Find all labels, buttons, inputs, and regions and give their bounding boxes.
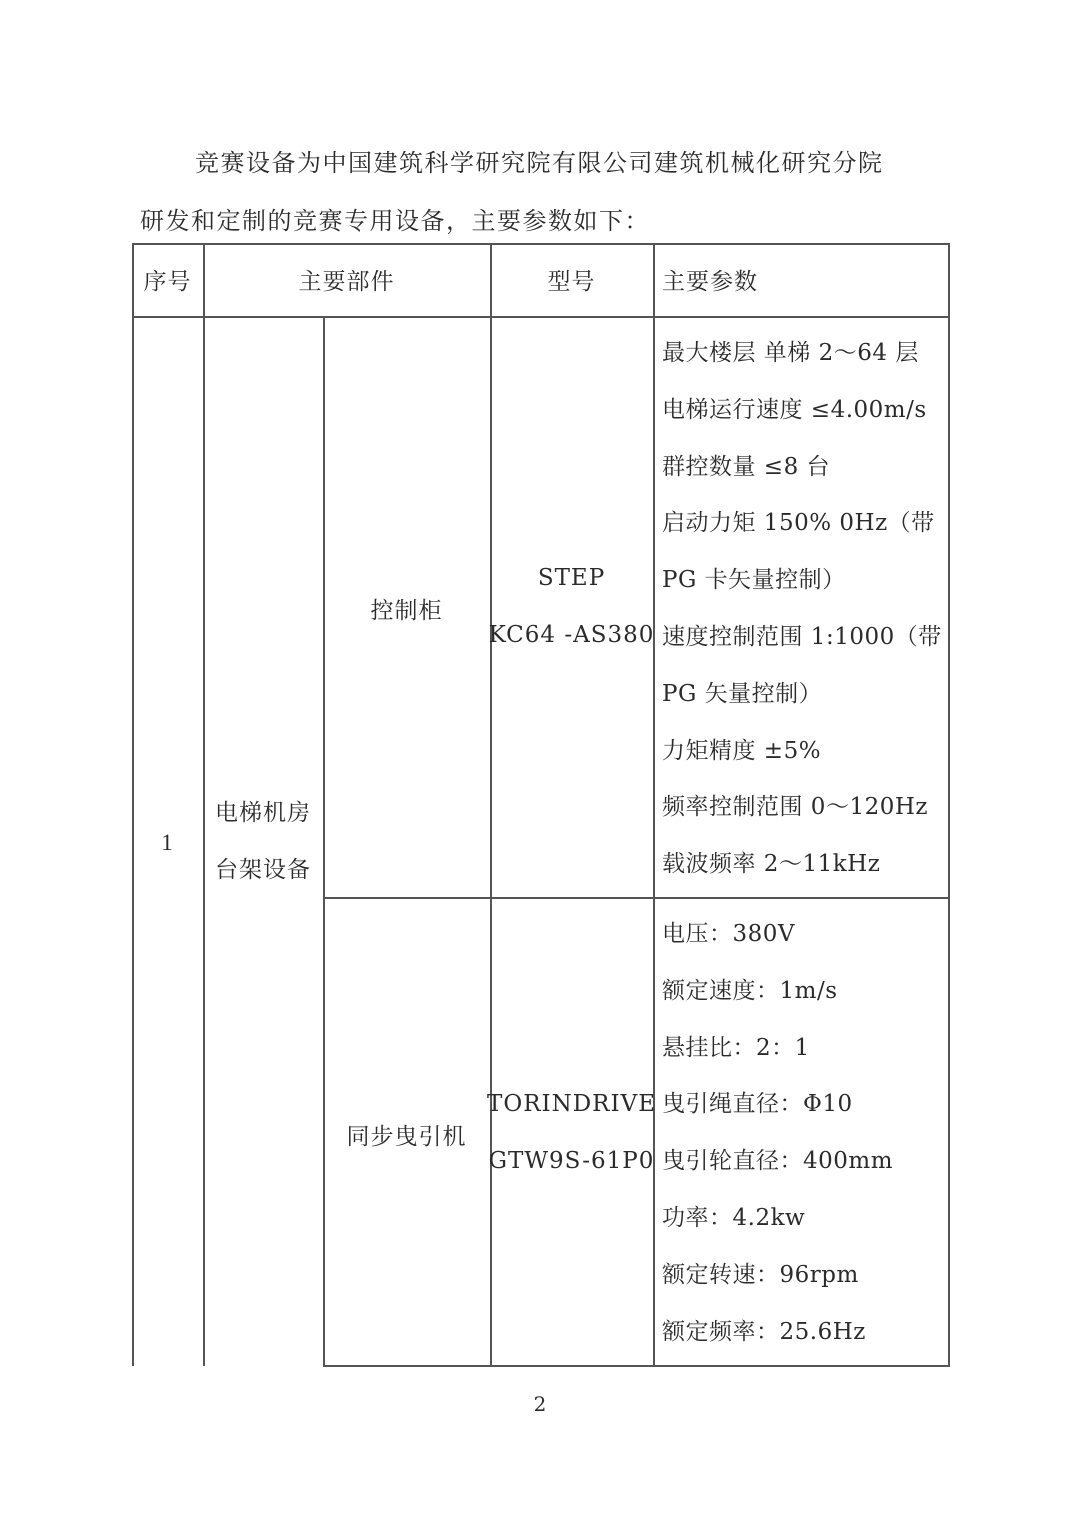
header-model: 型号 [547, 269, 596, 295]
header-component: 主要部件 [298, 269, 395, 295]
group-name [203, 785, 323, 899]
intro-line-2: 研发和定制的竞赛专用设备，主要参数如下： [140, 207, 650, 235]
table-left-border [132, 243, 134, 1366]
header-index: 序号 [143, 269, 192, 295]
param-line: 额定速度：1m/s [662, 977, 838, 1004]
part-name-traction-machine: 同步曳引机 [346, 1123, 467, 1150]
param-line: 额定转速：96rpm [662, 1261, 859, 1288]
param-line: 电压：380V [662, 921, 796, 947]
param-line: PG 矢量控制） [662, 680, 823, 707]
group-name-line-1: 电梯机房 [215, 800, 311, 826]
part-model-control-cabinet [490, 550, 653, 664]
param-line: 载波频率 2～11kHz [662, 851, 881, 878]
parameters-table [132, 243, 950, 1366]
row-index: 1 [161, 830, 174, 855]
param-line: 群控数量 ≤8 台 [662, 453, 831, 480]
param-line: PG 卡矢量控制） [662, 567, 846, 594]
param-line: 功率：4.2kw [662, 1204, 806, 1231]
col-divider-model [490, 243, 492, 1366]
param-line: 最大楼层 单梯 2～64 层 [662, 340, 919, 366]
intro-paragraph [140, 134, 950, 250]
param-line: 额定频率：25.6Hz [662, 1318, 866, 1345]
model-line-2: KC64 -AS380 [488, 622, 655, 648]
param-line: 启动力矩 150% 0Hz（带 [662, 510, 935, 537]
model-line-2: GTW9S-61P0 [488, 1148, 655, 1174]
param-line: 曳引绳直径：Φ10 [662, 1091, 853, 1118]
group-name-line-2: 台架设备 [215, 857, 311, 883]
part-model-traction-machine [487, 1076, 656, 1190]
table-right-border [948, 243, 950, 1366]
header-bottom-border [132, 316, 950, 318]
param-line: 电梯运行速度 ≤4.00m/s [662, 396, 927, 423]
param-line: 速度控制范围 1:1000（带 [662, 623, 942, 650]
param-line: 力矩精度 ±5% [662, 737, 822, 764]
param-line: 悬挂比：2：1 [662, 1034, 810, 1061]
param-line: 频率控制范围 0～120Hz [662, 794, 929, 821]
params-traction-machine [662, 906, 893, 1360]
params-control-cabinet [662, 325, 942, 893]
col-divider-params [653, 243, 655, 1366]
page-number: 2 [533, 1392, 547, 1416]
param-line: 曳引轮直径：400mm [662, 1148, 894, 1175]
col-divider-group [323, 316, 325, 1366]
intro-line-1: 竞赛设备为中国建筑科学研究院有限公司建筑机械化研究分院 [195, 149, 884, 177]
header-params: 主要参数 [662, 269, 758, 295]
table-bottom-border [323, 1365, 950, 1367]
part-name-control-cabinet: 控制柜 [370, 597, 443, 624]
model-line-1: STEP [537, 565, 606, 591]
part-divider [323, 897, 950, 899]
model-line-1: TORINDRIVE [487, 1091, 656, 1117]
